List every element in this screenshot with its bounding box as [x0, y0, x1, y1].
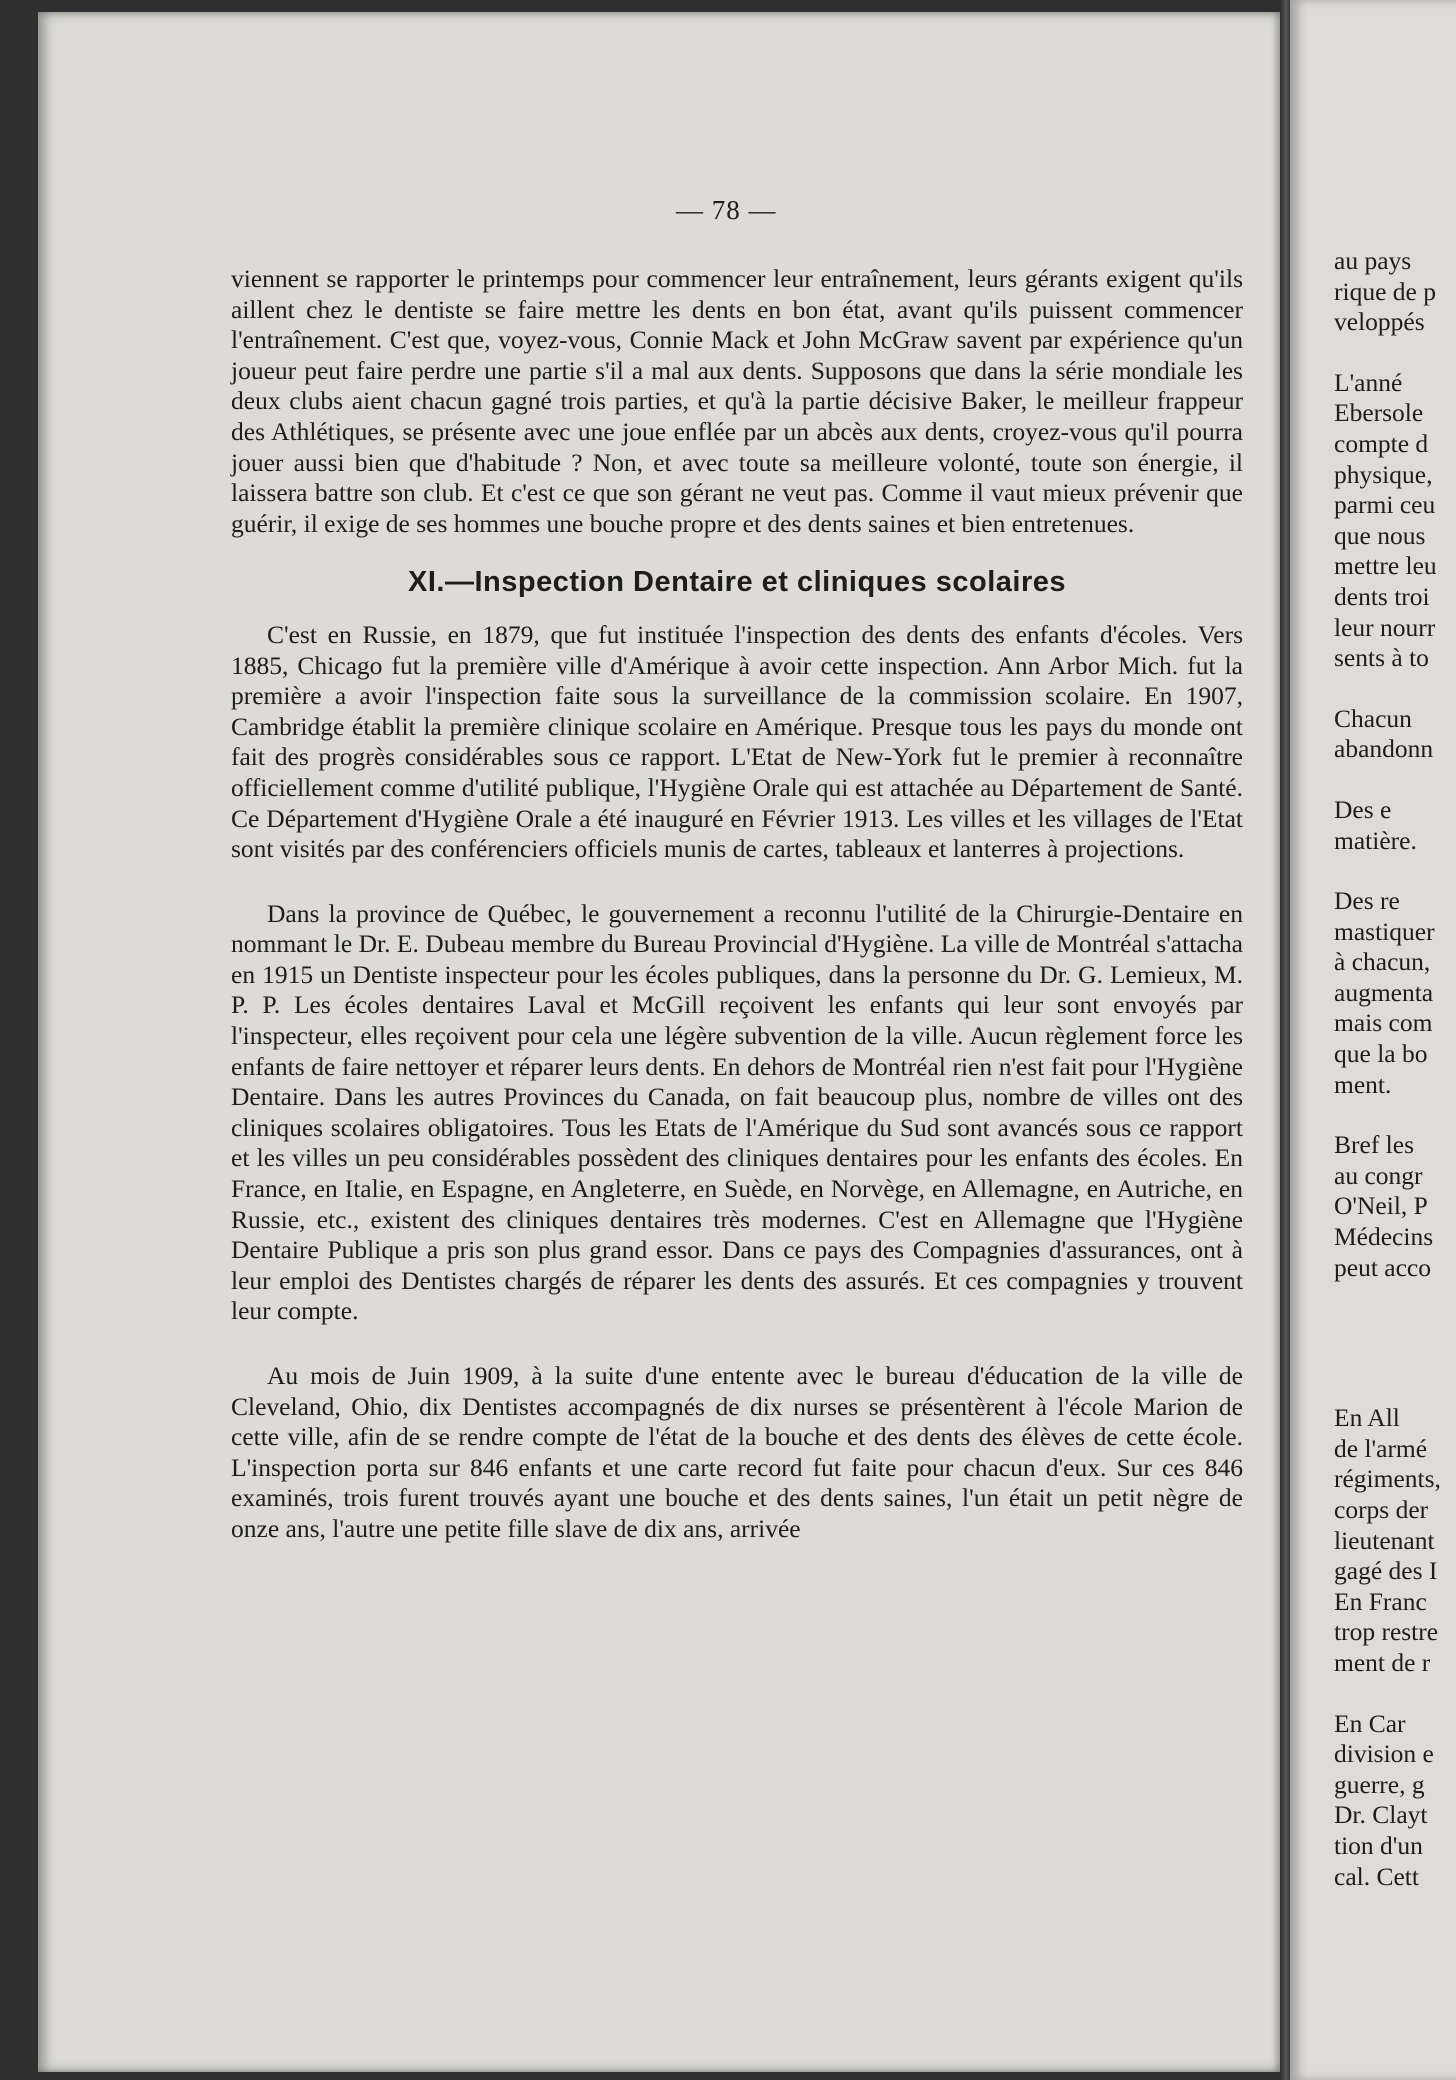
facing-page-line: En All	[1334, 1403, 1400, 1433]
facing-page-line: gagé des I	[1334, 1556, 1438, 1586]
facing-page-line: trop restre	[1334, 1617, 1439, 1647]
section-heading: XI.—Inspection Dentaire et cliniques scolaires	[408, 566, 1066, 599]
facing-page-line: à chacun,	[1334, 947, 1431, 977]
facing-page-line: sents à to	[1334, 643, 1429, 673]
facing-page-line: augmenta	[1334, 977, 1434, 1007]
facing-page-line: En Car	[1334, 1708, 1406, 1738]
facing-page-line: Médecins	[1334, 1222, 1434, 1252]
facing-page-line: mais com	[1334, 1008, 1433, 1038]
facing-page-line: rique de p	[1334, 276, 1436, 306]
facing-page-line: au congr	[1334, 1160, 1423, 1190]
facing-page-line: que nous	[1334, 520, 1426, 550]
paragraph-intro: viennent se rapporter le printemps pour commencer leur entraînement, leurs gérants exigent qu'ils aillent chez le dentiste se faire mettre les dents en bon état, avant qu'ils puissent commencer l'entraînement. C'est que, voyez-vous, Connie Mack et John McGraw savent par expérience qu'un joueur peut faire perdre une partie s'il a mal aux dents. Supposons que dans la série mondiale les deux clubs aient chacun gagné trois parties, et qu'à la partie décisive Baker, le meilleur frappeur des Athlétiques, se présente avec une joue enflée par un abcès aux dents, croyez-vous qu'il pourra jouer aussi bien que d'habitude ? Non, et avec toute sa meilleure volonté, toute son énergie, il laissera battre son club. Et c'est ce que son gérant ne veut pas. Comme il vaut mieux prévenir que guérir, il exige de ses hommes une bouche propre et des dents saines et bien entretenues.	[231, 264, 1243, 538]
facing-page-line: mastiquer	[1334, 916, 1435, 946]
facing-page-line: division e	[1334, 1739, 1434, 1769]
page-number: — 78 —	[676, 195, 777, 225]
facing-page-line: guerre, g	[1334, 1769, 1425, 1799]
facing-page-line: Bref les	[1334, 1130, 1415, 1160]
facing-page-gap	[1334, 338, 1456, 368]
facing-page-line: abandonn	[1334, 734, 1434, 764]
facing-page-line: au pays	[1334, 246, 1412, 275]
facing-page-line: Des re	[1334, 886, 1400, 916]
facing-page-line: dents troi	[1334, 581, 1430, 611]
facing-page-line: lieutenant	[1334, 1525, 1435, 1555]
facing-page-line: En Franc	[1334, 1586, 1427, 1616]
facing-page-line: que la bo	[1334, 1039, 1428, 1069]
facing-page-gap	[1334, 1283, 1456, 1313]
facing-page-line: O'Neil, P	[1334, 1191, 1428, 1221]
facing-page-line: ment de r	[1334, 1647, 1431, 1677]
facing-page	[1290, 0, 1456, 2080]
facing-page-gap	[1334, 1313, 1456, 1343]
facing-page-line: tion d'un	[1334, 1830, 1423, 1860]
left-page	[38, 12, 1280, 2072]
facing-page-line: Dr. Clayt	[1334, 1800, 1428, 1830]
facing-page-gap	[1334, 765, 1456, 795]
facing-page-line: L'anné	[1334, 367, 1403, 397]
facing-page-gap	[1334, 674, 1456, 704]
facing-page-text	[1334, 246, 1456, 1892]
facing-page-line: Ebersole	[1334, 398, 1424, 428]
paragraph-quebec: Dans la province de Québec, le gouvernement a reconnu l'utilité de la Chirurgie-Dentaire en nommant le Dr. E. Dubeau membre du Bureau Provincial d'Hygiène. La ville de Montréal s'attacha en 1915 un Dentiste inspecteur pour les écoles publiques, dans la personne du Dr. G. Lemieux, M. P. P. Les écoles dentaires Laval et McGill reçoivent les enfants qui leur sont envoyés par l'inspecteur, elles reçoivent pour cela une légère subvention de la ville. Aucun règlement force les enfants de faire nettoyer et réparer leurs dents. En dehors de Montréal rien n'est fait pour l'Hygiène Dentaire. Dans les autres Provinces du Canada, on fait beaucoup plus, nombre de villes ont des cliniques scolaires obligatoires. Tous les Etats de l'Amérique du Sud sont avancés sous ce rapport et les villes un peu considérables possèdent des cliniques dentaires pour les enfants des écoles. En France, en Italie, en Espagne, en Angleterre, en Suède, en Norvège, en Allemagne, en Autriche, en Russie, etc., existent des cliniques dentaires très modernes. C'est en Allemagne que l'Hygiène Dentaire Publique a pris son plus grand essor. Dans ce pays des Compagnies d'assurances, ont à leur emploi des Dentistes chargés de réparer les dents des assurés. Et ces compagnies y trouvent leur compte.	[231, 898, 1243, 1326]
facing-page-gap	[1334, 1100, 1456, 1130]
facing-page-gap	[1334, 1343, 1456, 1373]
paragraph-cleveland: Au mois de Juin 1909, à la suite d'une entente avec le bureau d'éducation de la ville de Cleveland, Ohio, dix Dentistes accompagnés de dix nurses se présentèrent à l'école Marion de cette ville, afin de se rendre compte de l'état de la bouche et des dents des élèves de cette école. L'inspection porta sur 846 enfants et une carte record fut faite pour chacun d'eux. Sur ces 846 examinés, trois furent trouvés ayant une bouche et des dents saines, l'un était un petit nègre de onze ans, l'autre une petite fille slave de dix ans, arrivée	[231, 1361, 1243, 1543]
facing-page-line: peut acco	[1334, 1252, 1431, 1282]
facing-page-line: compte d	[1334, 428, 1429, 458]
facing-page-line: Des e	[1334, 794, 1392, 824]
facing-page-gap	[1334, 1679, 1456, 1709]
facing-page-line: Chacun	[1334, 703, 1412, 733]
facing-page-gap	[1334, 1373, 1456, 1403]
main-text-column	[231, 264, 1243, 1545]
facing-page-line: de l'armé	[1334, 1433, 1428, 1463]
facing-page-gap	[1334, 856, 1456, 886]
facing-page-line: corps der	[1334, 1495, 1429, 1524]
facing-page-line: parmi ceu	[1334, 490, 1436, 520]
facing-page-line: physique,	[1334, 459, 1433, 489]
facing-page-line: régiments,	[1334, 1464, 1441, 1494]
facing-page-line: matière.	[1334, 825, 1417, 855]
facing-page-line: mettre leu	[1334, 551, 1437, 581]
facing-page-line: veloppés	[1334, 307, 1425, 337]
facing-page-line: cal. Cett	[1334, 1861, 1419, 1891]
paragraph-russia: C'est en Russie, en 1879, que fut instituée l'inspection des dents des enfants d'écoles. Vers 1885, Chicago fut la première ville d'Amérique à avoir cette inspection. Ann Arbor Mich. fut la première a avoir l'inspection faite sous la surveillance de la commission scolaire. En 1907, Cambridge établit la première clinique scolaire en Amérique. Presque tous les pays du monde ont fait des progrès considérables sous ce rapport. L'Etat de New-York fut le premier à reconnaître officiellement comme d'utilité publique, l'Hygiène Orale qui est attachée au Département de Santé. Ce Département d'Hygiène Orale a été inauguré en Février 1913. Les villes et les villages de l'Etat sont visités par des conférenciers officiels munis de cartes, tableaux et lanterres à projections.	[231, 619, 1243, 864]
facing-page-line: ment.	[1334, 1069, 1392, 1099]
facing-page-line: leur nourr	[1334, 612, 1436, 642]
